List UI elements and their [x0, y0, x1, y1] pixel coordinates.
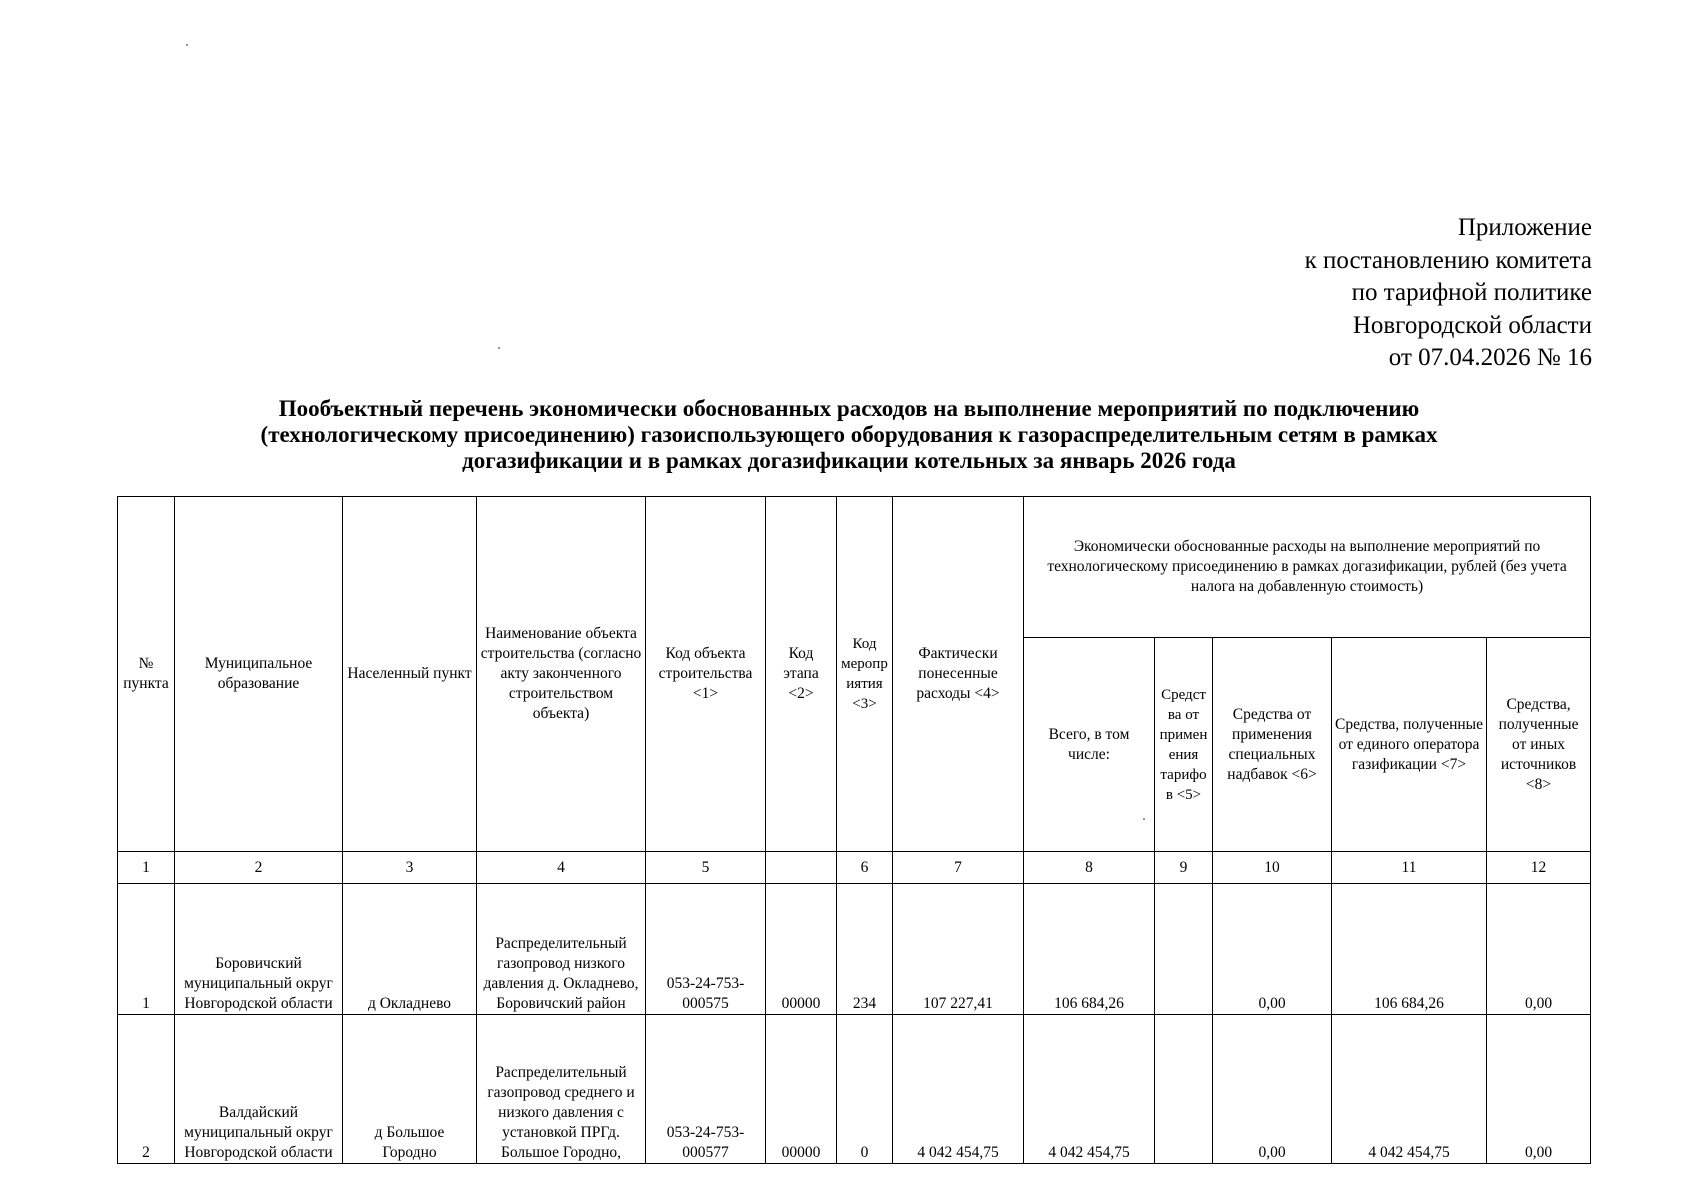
row-special: 0,00 — [1213, 884, 1332, 1015]
header-num: № пункта — [118, 497, 175, 852]
row-operator: 106 684,26 — [1332, 884, 1487, 1015]
header-stage-code: Код этапа <2> — [766, 497, 837, 852]
appendix-line: Новгородской области — [1352, 311, 1592, 339]
row-actual: 107 227,41 — [893, 884, 1024, 1015]
row-object-code: 053-24-753-000575 — [646, 884, 766, 1015]
header-event-code: Код мероприятия <3> — [837, 497, 893, 852]
row-total: 4 042 454,75 — [1024, 1015, 1155, 1164]
column-number: 10 — [1213, 852, 1332, 884]
expenses-table — [117, 496, 1591, 1164]
column-number: 3 — [343, 852, 477, 884]
column-number: 11 — [1332, 852, 1487, 884]
column-number: 12 — [1487, 852, 1591, 884]
header-object: Наименование объекта строительства (согласно акту законченного строительством объекта) — [477, 497, 646, 852]
table-row — [118, 1015, 1591, 1164]
header-object-code: Код объекта строительства <1> — [646, 497, 766, 852]
document-title — [110, 396, 1588, 474]
title-line: Пообъектный перечень экономически обоснованных расходов на выполнение мероприятий по подключению — [278, 396, 1420, 421]
table-row — [118, 884, 1591, 1015]
header-municipality: Муниципальное образование — [175, 497, 343, 852]
header-tariffs: Средства от применения тарифов <5> — [1155, 638, 1213, 852]
header-row — [118, 497, 1591, 638]
row-settlement: д Окладнево — [343, 884, 477, 1015]
header-special: Средства от применения специальных надбавок <6> — [1213, 638, 1332, 852]
row-total: 106 684,26 — [1024, 884, 1155, 1015]
appendix-line: к постановлению комитета — [1304, 246, 1592, 274]
appendix-line: по тарифной политике — [1351, 279, 1592, 306]
header-total: Всего, в том числе: — [1024, 638, 1155, 852]
title-line: (технологическому присоединению) газоиспользующего оборудования к газораспределительным сетям в рамках — [260, 422, 1438, 447]
header-other: Средства, полученные от иных источников <8> — [1487, 638, 1591, 852]
appendix-line: Приложение — [1457, 214, 1592, 241]
appendix-block — [1305, 212, 1592, 375]
row-settlement: д Большое Городно — [343, 1015, 477, 1164]
column-number: 4 — [477, 852, 646, 884]
row-object: Распределительный газопровод среднего и низкого давления с установкой ПРГд. Большое Городно, — [477, 1015, 646, 1164]
row-other: 0,00 — [1487, 884, 1591, 1015]
header-group: Экономически обоснованные расходы на выполнение мероприятий по технологическому присоединению в рамках догазификации, рублей (без учета налога на добавленную стоимость) — [1024, 497, 1591, 638]
row-event-code: 0 — [837, 1015, 893, 1164]
column-number: 7 — [893, 852, 1024, 884]
appendix-line: от 07.04.2026 № 16 — [1388, 344, 1592, 371]
column-number: 9 — [1155, 852, 1213, 884]
column-number: 1 — [118, 852, 175, 884]
row-operator: 4 042 454,75 — [1332, 1015, 1487, 1164]
scan-speck — [186, 44, 188, 46]
row-tariffs — [1155, 884, 1213, 1015]
row-other: 0,00 — [1487, 1015, 1591, 1164]
row-stage-code: 00000 — [766, 1015, 837, 1164]
title-line: догазификации и в рамках догазификации котельных за январь 2026 года — [462, 448, 1236, 473]
row-object-code: 053-24-753-000577 — [646, 1015, 766, 1164]
header-settlement: Населенный пункт — [343, 497, 477, 852]
column-number: 8 — [1024, 852, 1155, 884]
header-operator: Средства, полученные от единого оператора газификации <7> — [1332, 638, 1487, 852]
row-num: 1 — [118, 884, 175, 1015]
column-number: 6 — [837, 852, 893, 884]
column-number: 2 — [175, 852, 343, 884]
header-actual-expenses: Фактически понесенные расходы <4> — [893, 497, 1024, 852]
column-number: 5 — [646, 852, 766, 884]
row-event-code: 234 — [837, 884, 893, 1015]
row-num: 2 — [118, 1015, 175, 1164]
scan-speck — [498, 347, 500, 349]
row-stage-code: 00000 — [766, 884, 837, 1015]
row-actual: 4 042 454,75 — [893, 1015, 1024, 1164]
column-number — [766, 852, 837, 884]
row-tariffs — [1155, 1015, 1213, 1164]
column-numbers-row — [118, 852, 1591, 884]
row-object: Распределительный газопровод низкого давления д. Окладнево, Боровичский район — [477, 884, 646, 1015]
scan-speck — [1143, 818, 1145, 820]
row-municipality: Боровичский муниципальный округ Новгородской области — [175, 884, 343, 1015]
row-special: 0,00 — [1213, 1015, 1332, 1164]
row-municipality: Валдайский муниципальный округ Новгородской области — [175, 1015, 343, 1164]
